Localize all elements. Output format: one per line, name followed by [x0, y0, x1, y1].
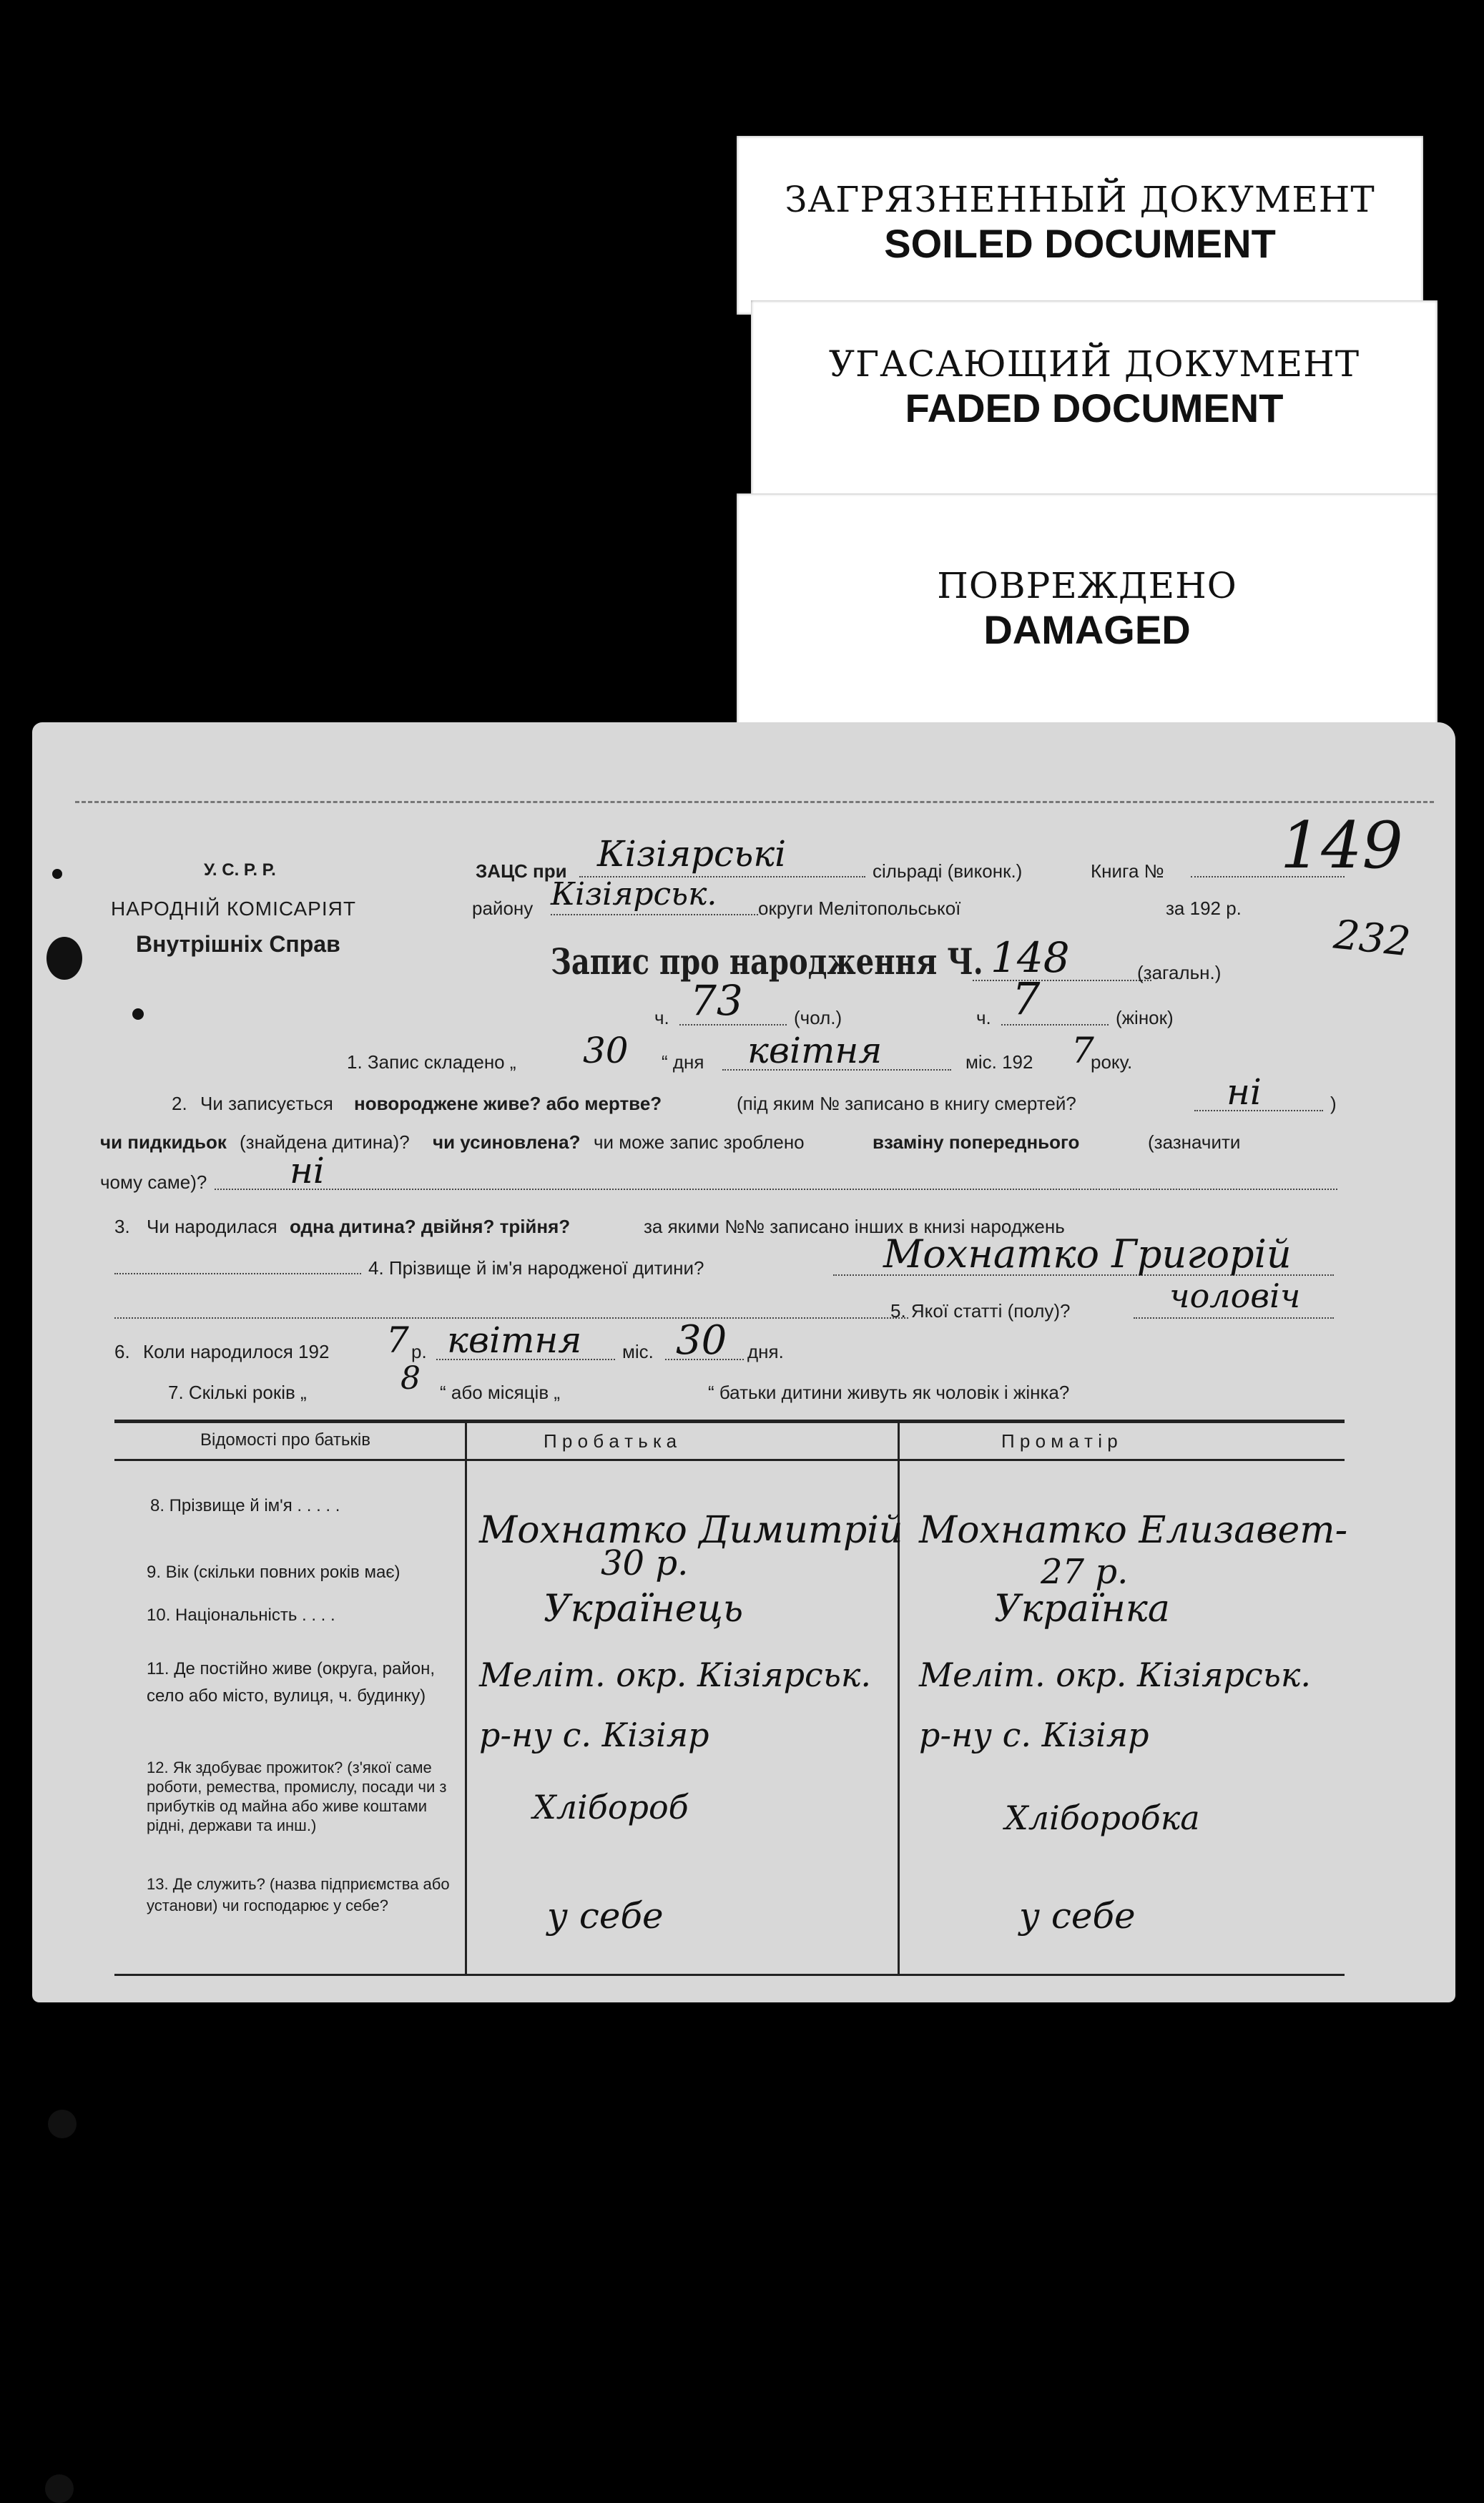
q2-text-j: (зазначити [1148, 1131, 1241, 1153]
q1-text-a: 1. Запис складено „ [347, 1051, 516, 1073]
council-label: сільраді (виконк.) [873, 860, 1023, 882]
female-number: 7 [1012, 973, 1041, 1025]
republic-abbr: У. С. Р. Р. [204, 860, 276, 880]
birth-record-form [32, 722, 1455, 2002]
district-prefix: району [472, 898, 534, 919]
punch-hole [132, 1008, 144, 1020]
q5-line [1134, 1317, 1334, 1319]
father-name: Мохнатко Димитрій [479, 1509, 903, 1552]
damaged-document-label [737, 493, 1438, 729]
male-label: (чол.) [794, 1007, 842, 1028]
table-col-divider-1 [465, 1422, 467, 1976]
q3-text-b: одна дитина? двійня? трійня? [290, 1216, 571, 1237]
record-title: Запис про народження Ч. [551, 940, 983, 983]
mother-nationality: Українка [994, 1588, 1170, 1631]
q1-year-digit: 7 [1071, 1030, 1094, 1071]
damaged-label-en: DAMAGED [983, 607, 1191, 652]
mother-livelihood: Хліборобка [1005, 1799, 1200, 1837]
table-header-mother: П р о м а т і р [1001, 1430, 1118, 1452]
male-ch-label: ч. [654, 1007, 669, 1028]
punch-hole [45, 2474, 74, 2503]
punch-hole [52, 869, 62, 879]
q3-text-c: за якими №№ записано інших в книзі народжень [644, 1216, 1065, 1237]
q6-day: 30 [676, 1317, 727, 1364]
q5-answer: чоловіч [1169, 1277, 1301, 1315]
corner-number: 232 [1331, 911, 1412, 966]
district-line [551, 914, 758, 915]
row-label-nationality: 10. Національність . . . . [147, 1605, 335, 1625]
q3-line [114, 1273, 361, 1274]
q2-num: 2. [172, 1093, 187, 1114]
ministry-name: Внутрішніх Справ [136, 931, 340, 957]
faded-label-en: FADED DOCUMENT [905, 385, 1284, 431]
soiled-label-en: SOILED DOCUMENT [884, 221, 1276, 266]
father-age: 30 р. [601, 1543, 689, 1583]
district-value: Кізіярськ. [551, 876, 717, 913]
faded-label-ru: УГАСАЮЩИЙ ДОКУМЕНТ [828, 343, 1360, 385]
commissariat-name: НАРОДНІЙ КОМІСАРІЯТ [111, 898, 356, 920]
faded-document-label [751, 300, 1438, 515]
q2-answer2-line [215, 1189, 1337, 1190]
male-number: 73 [690, 976, 743, 1025]
mother-name: Мохнатко Елизавет- [919, 1509, 1348, 1552]
q2-text-k: чому саме)? [100, 1171, 207, 1193]
q5-text: 5. Якої статті (полу)? [890, 1300, 1071, 1322]
q1-text-b: “ дня [662, 1051, 704, 1073]
q6-num: 6. [114, 1341, 130, 1362]
q1-month: квітня [747, 1030, 883, 1071]
zags-value: Кізіярські [597, 833, 787, 875]
q4-answer: Мохнатко Григорій [883, 1231, 1292, 1277]
father-employment: у себе [547, 1895, 664, 1937]
table-col-divider-2 [898, 1422, 900, 1976]
q6-month: квітня [447, 1319, 582, 1361]
soiled-document-label [737, 136, 1423, 315]
table-header-rule [114, 1459, 1345, 1461]
punch-hole [48, 2110, 77, 2138]
year-label: за 192 р. [1166, 898, 1242, 919]
row-label-name: 8. Прізвище й ім'я . . . . . [150, 1496, 340, 1515]
q3-text-a: Чи народилася [147, 1216, 277, 1237]
q1-text-d: року. [1091, 1051, 1133, 1073]
soiled-label-ru: ЗАГРЯЗНЕННЫЙ ДОКУМЕНТ [785, 179, 1375, 220]
q2-text-e: чи пидкидьок [100, 1131, 227, 1153]
q2-text-g: чи усиновлена? [433, 1131, 581, 1153]
q1-text-c: міс. 192 [965, 1051, 1033, 1073]
table-header-info: Відомості про батьків [200, 1430, 370, 1450]
q2-answer2: ні [290, 1150, 325, 1191]
q6-text-d: дня. [747, 1341, 784, 1362]
q4-text: 4. Прізвище й ім'я народженої дитини? [368, 1257, 704, 1279]
general-label: (загальн.) [1137, 962, 1222, 983]
q7-years: 8 [401, 1360, 421, 1397]
zags-prefix: ЗАЦС при [476, 860, 567, 882]
mother-employment: у себе [1019, 1895, 1136, 1937]
father-residence: Меліт. окр. Кізіярськ. р-ну с. Кізіяр [479, 1656, 871, 1754]
female-ch-label: ч. [976, 1007, 991, 1028]
mother-residence: Меліт. окр. Кізіярськ. р-ну с. Кізіяр [919, 1656, 1311, 1754]
row-label-residence: 11. Де постійно живе (округа, район, село або місто, вулиця, ч. будинку) [147, 1659, 436, 1706]
punch-hole [46, 937, 82, 980]
q2-text-b: новороджене живе? або мертве? [354, 1093, 662, 1114]
damaged-label-ru: ПОВРЕЖДЕНО [937, 565, 1237, 606]
q2-text-c: (під яким № записано в книгу смертей? [737, 1093, 1076, 1114]
table-top-rule [114, 1420, 1345, 1423]
q3-num: 3. [114, 1216, 130, 1237]
q2-text-d: ) [1330, 1093, 1337, 1114]
book-label: Книга № [1091, 860, 1164, 882]
q6-year-digit: 7 [386, 1319, 409, 1361]
table-bottom-rule [114, 1974, 1345, 1976]
q2-answer: ні [1227, 1071, 1262, 1113]
q7-text-b: “ або місяців „ [440, 1382, 561, 1403]
q2-text-f: (знайдена дитина)? [240, 1131, 410, 1153]
general-number: 148 [991, 933, 1070, 982]
q6-text-c: міс. [622, 1341, 654, 1362]
q1-day: 30 [583, 1030, 629, 1071]
mother-age: 27 р. [1041, 1552, 1129, 1592]
q2-text-a: Чи записується [200, 1093, 333, 1114]
book-value: 149 [1280, 808, 1403, 883]
row-label-livelihood: 12. Як здобуває прожиток? (з'якої саме роботи, ремества, промислу, посади чи з прибутків од майна або живе коштами рідні, держави та инш.) [147, 1759, 447, 1834]
q2-text-h: чи може запис зроблено [594, 1131, 805, 1153]
q7-text-a: 7. Скількі років „ [168, 1382, 307, 1403]
okruha-label: округи Мелітопольської [758, 898, 961, 919]
father-livelihood: Хлібороб [533, 1788, 689, 1826]
table-header-father: П р о б а т ь к а [544, 1430, 677, 1452]
father-nationality: Українець [544, 1588, 744, 1631]
q6-text-b: р. [411, 1341, 427, 1362]
row-label-age: 9. Вік (скільки повних років має) [147, 1563, 401, 1582]
perforation [75, 801, 1434, 803]
q5-lead-line [114, 1317, 908, 1319]
row-label-employment: 13. Де служить? (назва підприємства або установи) чи господарює у себе? [147, 1875, 450, 1914]
female-label: (жінок) [1116, 1007, 1174, 1028]
q7-text-c: “ батьки дитини живуть як чоловік і жінка? [708, 1382, 1070, 1403]
q6-text-a: Коли народилося 192 [143, 1341, 330, 1362]
q2-text-i: взаміну попереднього [873, 1131, 1080, 1153]
